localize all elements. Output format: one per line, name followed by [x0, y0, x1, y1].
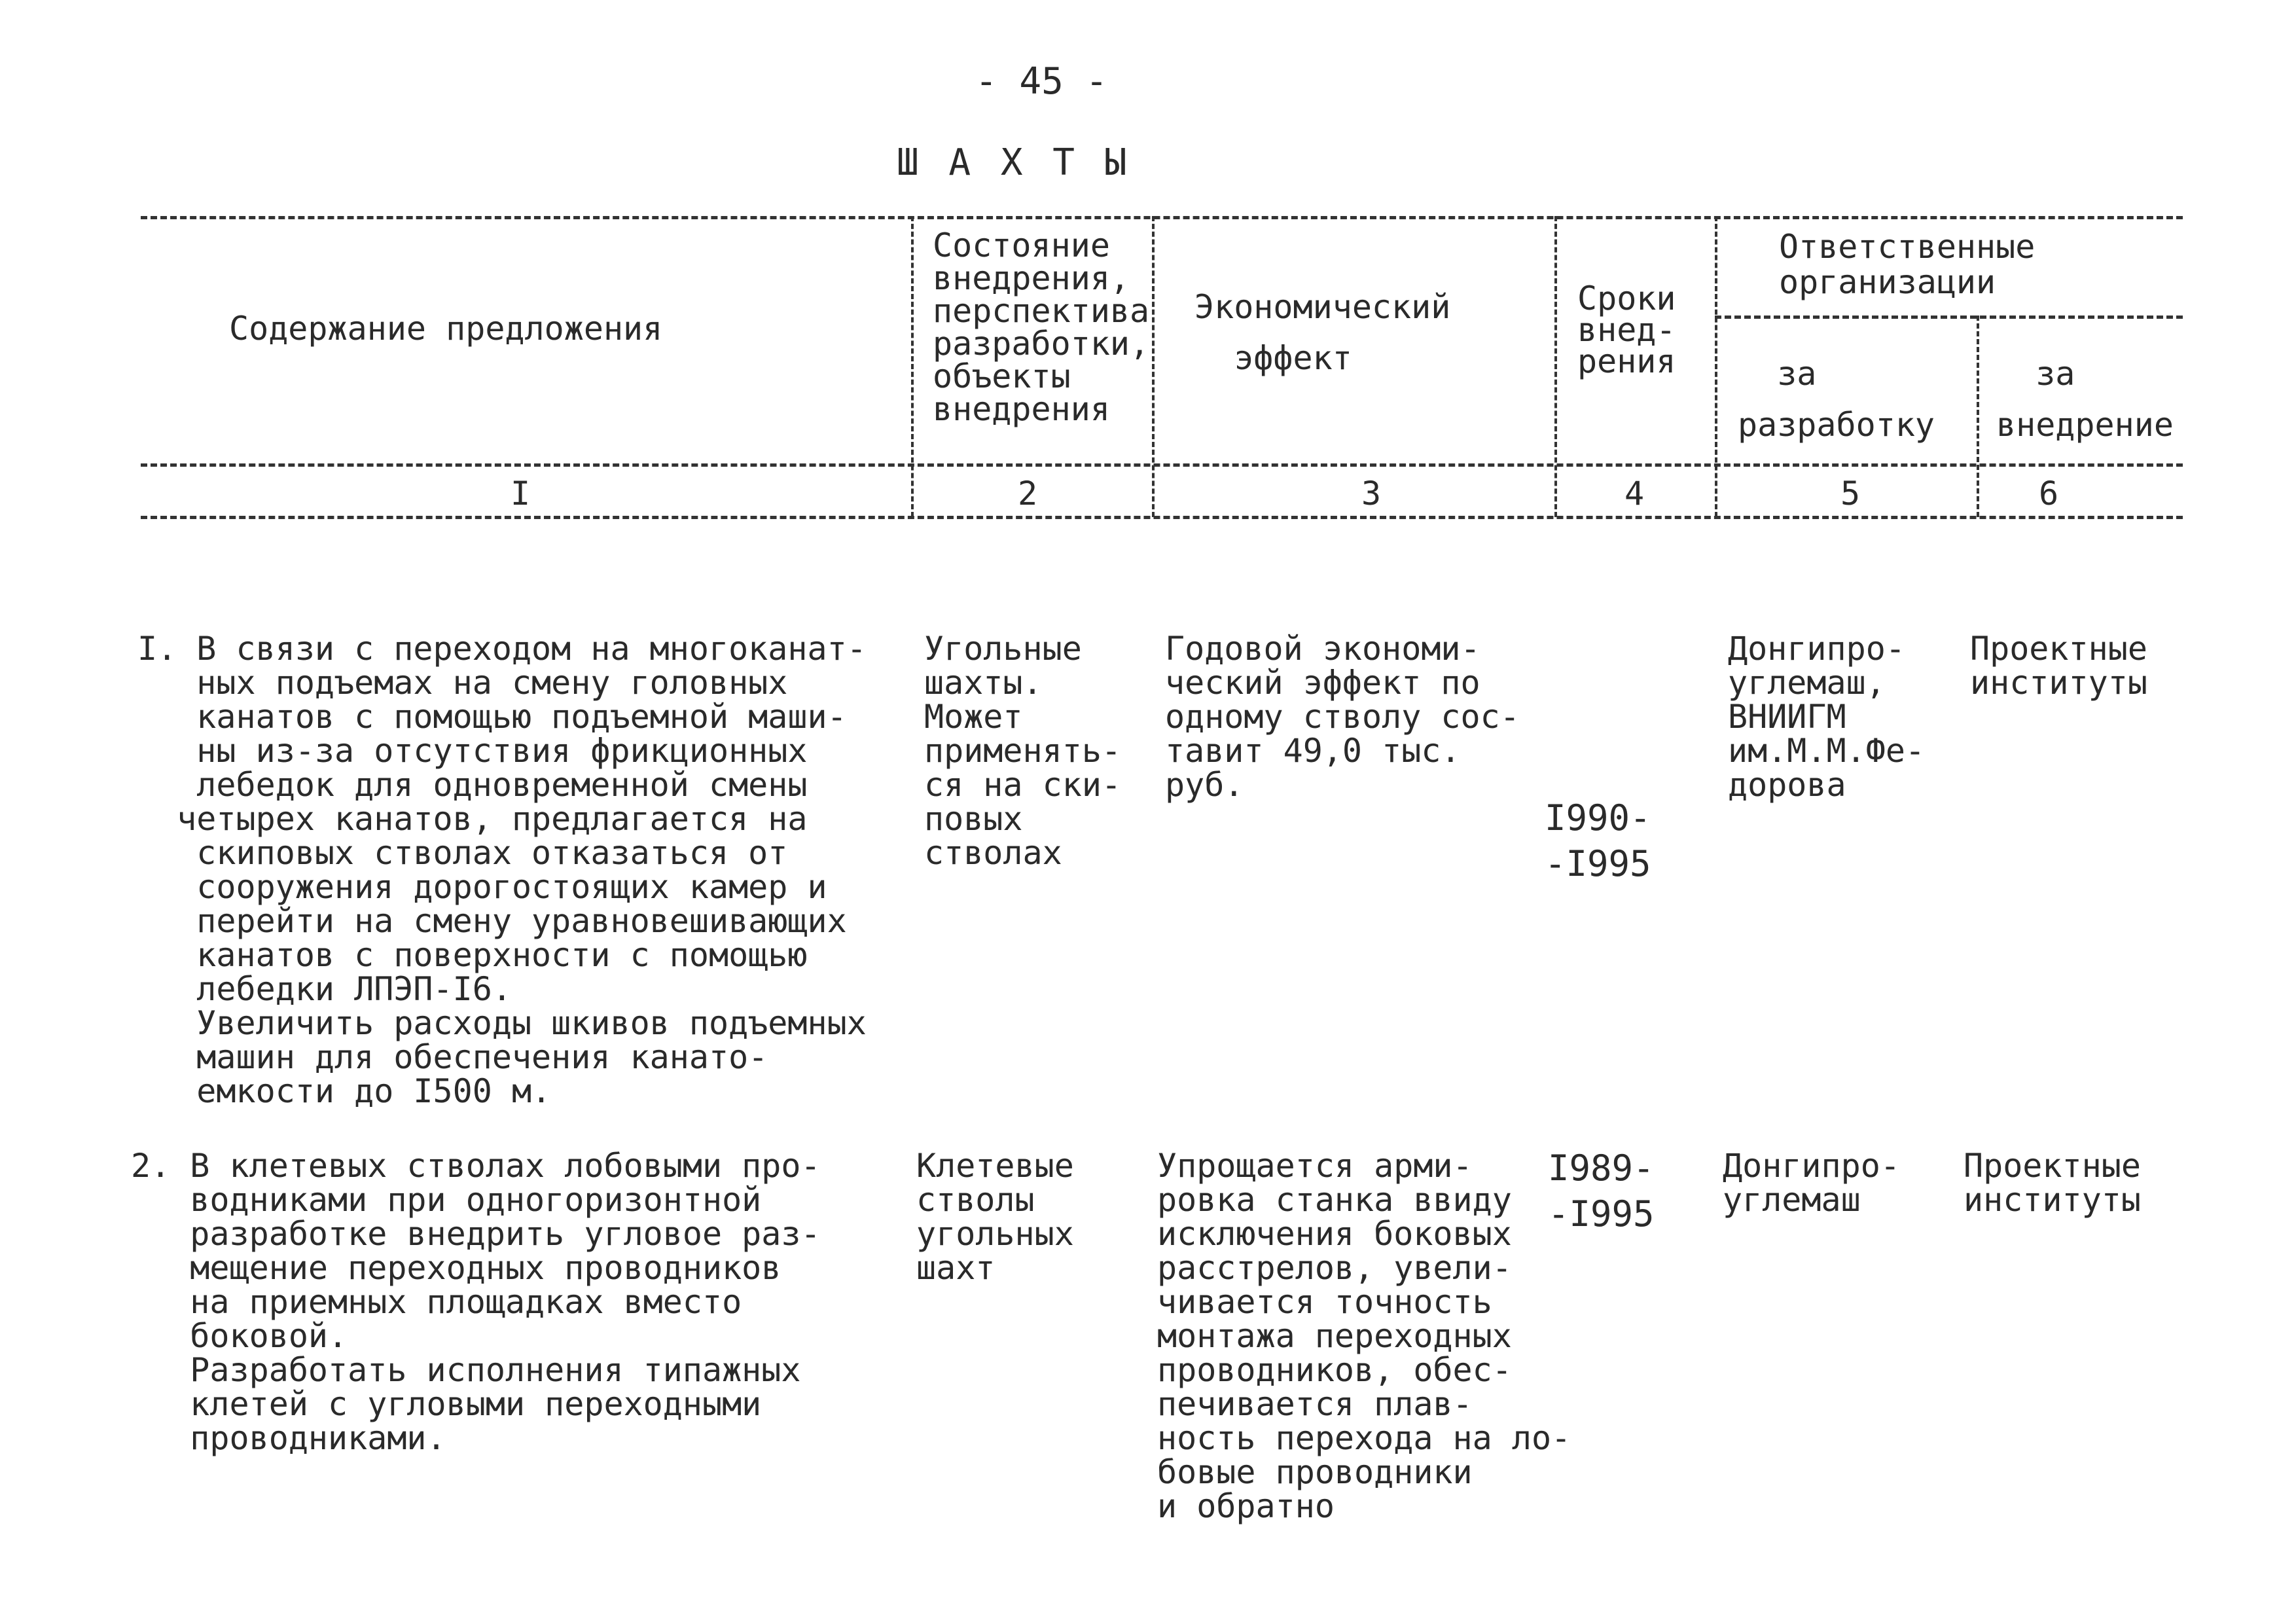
header-bottom-rule — [141, 463, 2183, 467]
page-title: Ш А Х Т Ы — [897, 141, 1131, 184]
col-number-2: 2 — [1018, 475, 1038, 513]
page-number: - 45 - — [975, 60, 1108, 103]
row1-proposal: I. В связи с переходом на многоканат- ных подъемах на смену головных канатов с помощью подъемной маши- ны из-за отсутствия фрикционных лебедок для одновременной смены четырех канатов, предлагается на скиповых стволах отказаться от сооружения дорогостоящих камер и перейти на смену уравновешивающих канатов с поверхности с помощью лебедки ЛПЭП-I6. Увеличить расходы шкивов подъемных машин для обеспечения канато- емкости до I500 м. — [137, 630, 867, 1110]
row1-effect: Годовой экономи- ческий эффект по одному стволу сос- тавит 49,0 тыс. руб. — [1165, 630, 1520, 804]
row2-impl-org: Проектные институты — [1964, 1147, 2141, 1219]
column-divider-1 — [911, 216, 914, 517]
numbers-bottom-rule — [141, 516, 2183, 519]
header-col2: Состояние внедрения, перспектива разработки, объекты внедрения — [933, 226, 1150, 428]
column-divider-2 — [1152, 216, 1155, 517]
row1-status: Угольные шахты. Может применять- ся на ски- повых стволах — [924, 630, 1122, 872]
table-top-rule — [141, 216, 2183, 219]
column-divider-4 — [1715, 216, 1717, 517]
column-divider-5 — [1977, 316, 1979, 517]
header-col1: Содержание предложения — [229, 310, 663, 348]
header-col5: за разработку — [1738, 355, 1935, 444]
row2-terms: I989- -I995 — [1548, 1147, 1655, 1235]
row1-dev-org: Донгипро- углемаш, ВНИИГМ им.М.М.Фе- дорова — [1728, 630, 1926, 804]
header-col56: Ответственные организации — [1779, 228, 2036, 301]
header-col6: за внедрение — [1996, 355, 2174, 444]
subheader-rule — [1715, 316, 2183, 319]
row2-effect: Упрощается арми- ровка станка ввиду исключения боковых расстрелов, увели- чивается точность монтажа переходных проводников, обес- печивается плав- ность перехода на ло- бовые проводники и обратно — [1157, 1147, 1571, 1525]
row1-impl-org: Проектные институты — [1970, 630, 2147, 702]
col-number-1: I — [511, 475, 531, 513]
row2-status: Клетевые стволы угольных шахт — [916, 1147, 1074, 1287]
col-number-4: 4 — [1624, 475, 1645, 513]
col-number-3: 3 — [1361, 475, 1382, 513]
col-number-6: 6 — [2039, 475, 2059, 513]
row2-proposal: 2. В клетевых стволах лобовыми про- водниками при одногоризонтной разработке внедрить угловое раз- мещение переходных проводников на приемных площадках вместо боковой. Разработать исполнения типажных клетей с угловыми переходными проводниками. — [131, 1147, 821, 1457]
row1-terms: I990- -I995 — [1545, 797, 1651, 884]
header-col4: Сроки внед- рения — [1577, 280, 1676, 380]
column-divider-3 — [1554, 216, 1557, 517]
row2-dev-org: Донгипро- углемаш — [1723, 1147, 1900, 1219]
col-number-5: 5 — [1840, 475, 1861, 513]
header-col3: Экономический эффект — [1194, 288, 1451, 377]
